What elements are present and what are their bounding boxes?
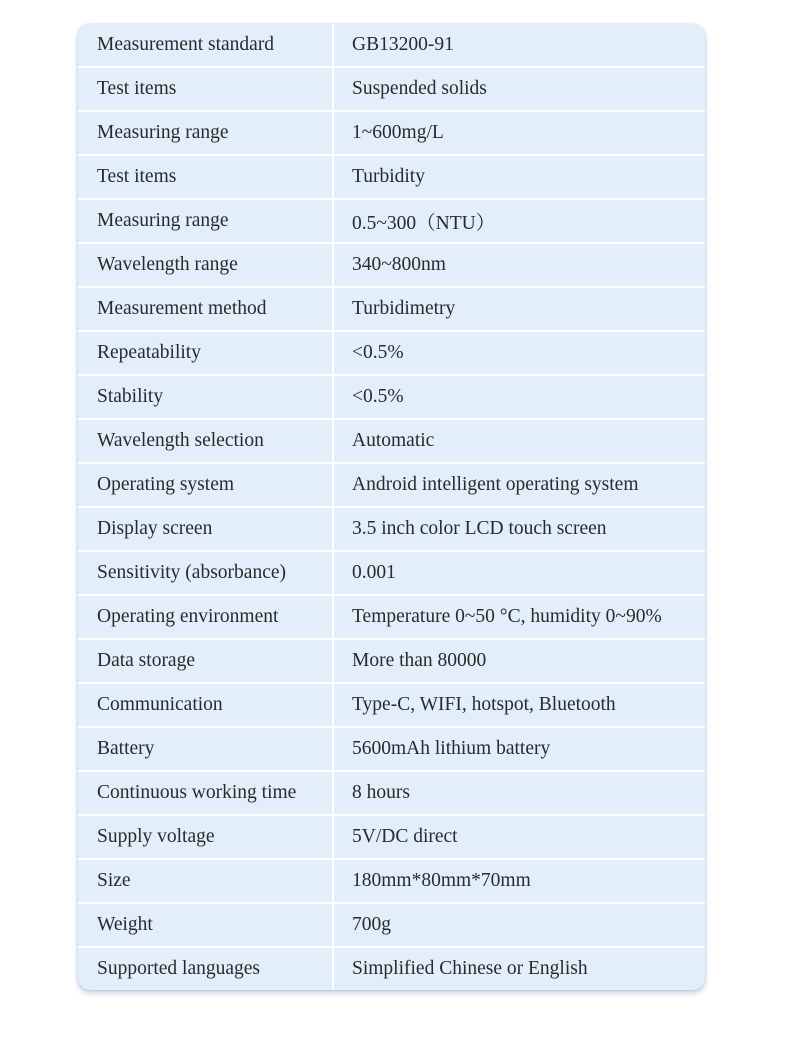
table-row (78, 376, 705, 420)
spec-value: Temperature 0~50 °C, humidity 0~90% (352, 606, 662, 627)
spec-value: Turbidity (352, 166, 425, 187)
table-row (78, 68, 705, 112)
spec-label: Size (78, 860, 334, 902)
spec-value: Turbidimetry (352, 298, 456, 319)
spec-label: Wavelength selection (78, 420, 334, 462)
table-row (78, 112, 705, 156)
table-row (78, 772, 705, 816)
table-row (78, 816, 705, 860)
spec-label: Measurement method (78, 288, 334, 330)
spec-value: 0.5~300（NTU） (352, 213, 496, 234)
spec-value: Automatic (352, 430, 435, 451)
spec-value: Type-C, WIFI, hotspot, Bluetooth (352, 694, 616, 715)
table-row (78, 332, 705, 376)
spec-label: Repeatability (78, 332, 334, 374)
spec-label: Display screen (78, 508, 334, 550)
spec-label: Communication (78, 684, 334, 726)
table-row (78, 904, 705, 948)
spec-value: More than 80000 (352, 650, 487, 671)
spec-label: Measuring range (78, 112, 334, 154)
table-row (78, 596, 705, 640)
spec-label: Measuring range (78, 200, 334, 242)
spec-value: 5V/DC direct (352, 826, 458, 847)
spec-value: Simplified Chinese or English (352, 958, 588, 979)
table-row (78, 508, 705, 552)
spec-label: Stability (78, 376, 334, 418)
spec-label: Continuous working time (78, 772, 334, 814)
table-row (78, 464, 705, 508)
spec-label: Operating environment (78, 596, 334, 638)
spec-table (78, 24, 705, 990)
spec-label: Sensitivity (absorbance) (78, 552, 334, 594)
table-row (78, 420, 705, 464)
spec-label: Operating system (78, 464, 334, 506)
table-row (78, 288, 705, 332)
table-row (78, 244, 705, 288)
table-row (78, 640, 705, 684)
spec-value: GB13200-91 (352, 34, 454, 55)
spec-label: Battery (78, 728, 334, 770)
table-row (78, 728, 705, 772)
spec-value: 700g (352, 914, 391, 935)
spec-value: 1~600mg/L (352, 122, 444, 143)
spec-label: Data storage (78, 640, 334, 682)
spec-value: Suspended solids (352, 78, 487, 99)
table-row (78, 684, 705, 728)
spec-label: Weight (78, 904, 334, 946)
spec-value: 180mm*80mm*70mm (352, 870, 531, 891)
table-row (78, 200, 705, 244)
spec-value: <0.5% (352, 342, 404, 363)
spec-value: Android intelligent operating system (352, 474, 639, 495)
spec-value: 340~800nm (352, 254, 446, 275)
spec-value: <0.5% (352, 386, 404, 407)
spec-value: 5600mAh lithium battery (352, 738, 551, 759)
table-row (78, 156, 705, 200)
spec-label: Supply voltage (78, 816, 334, 858)
spec-label: Supported languages (78, 948, 334, 990)
spec-label: Test items (78, 156, 334, 198)
spec-label: Test items (78, 68, 334, 110)
spec-label: Wavelength range (78, 244, 334, 286)
table-row (78, 24, 705, 68)
spec-value: 8 hours (352, 782, 410, 803)
spec-value: 0.001 (352, 562, 396, 583)
spec-label: Measurement standard (78, 24, 334, 66)
spec-value: 3.5 inch color LCD touch screen (352, 518, 607, 539)
table-row (78, 948, 705, 990)
table-row (78, 552, 705, 596)
table-row (78, 860, 705, 904)
